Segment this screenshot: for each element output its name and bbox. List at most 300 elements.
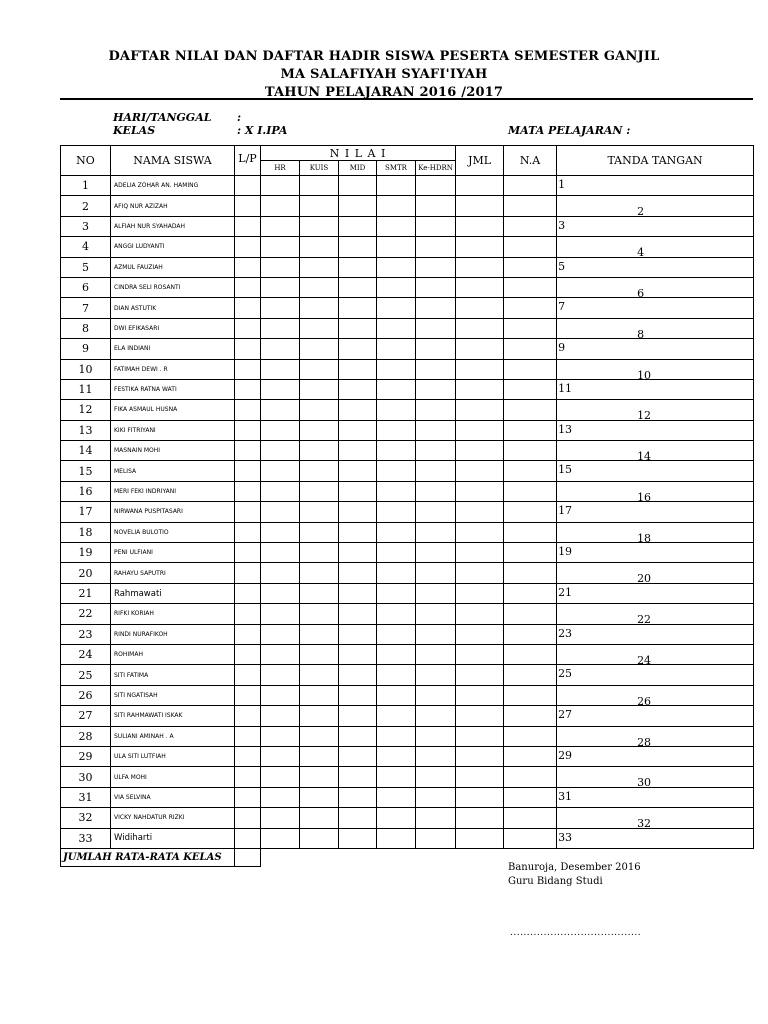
signature-number: 22 [637,613,652,627]
mid-cell [339,644,377,664]
signature-cell [557,237,754,260]
na-cell [504,502,557,522]
jml-cell [456,237,504,257]
table-row [61,339,754,359]
mid-cell [339,787,377,807]
kehdrn-cell [416,359,456,379]
header-na: N.A [504,146,557,176]
mid-cell [339,359,377,379]
smtr-cell [377,706,416,726]
mid-cell [339,726,377,746]
hr-cell [261,502,300,522]
kuis-cell [300,237,339,257]
kuis-cell [300,624,339,644]
mid-cell [339,685,377,705]
table-row [61,767,754,787]
student-name: KIKI FITRIYANI [111,420,235,440]
mid-cell [339,461,377,481]
lp-cell [235,665,261,685]
student-name: AFIQ NUR AZIZAH [111,196,235,216]
mid-cell [339,196,377,216]
signature-cell [557,318,754,341]
table-row [61,787,754,807]
table-row [61,522,754,542]
lp-cell [235,237,261,257]
signature-cell [557,257,754,277]
jml-cell [456,359,504,379]
kehdrn-cell [416,257,456,277]
student-name: RIFKI KORIAH [111,604,235,624]
lp-cell [235,216,261,236]
na-cell [504,787,557,807]
kehdrn-cell [416,176,456,196]
student-name: SITI FATIMA [111,665,235,685]
lp-cell [235,298,261,318]
jumlah-label: JUMLAH RATA-RATA KELAS [61,848,235,866]
signature-number: 6 [637,286,645,300]
jml-cell [456,604,504,624]
kuis-cell [300,767,339,787]
smtr-cell [377,665,416,685]
hr-cell [261,420,300,440]
kuis-cell [300,196,339,216]
table-row [61,257,754,277]
signature-number: 2 [637,205,645,219]
signature-cell [557,787,754,807]
signature-number: 21 [558,585,573,599]
hr-cell [261,685,300,705]
row-number: 18 [61,522,111,542]
header-nilai: N I L A I [261,146,456,161]
header-smtr: SMTR [377,161,416,176]
hr-cell [261,196,300,216]
na-cell [504,298,557,318]
hr-cell [261,522,300,542]
row-number: 8 [61,318,111,338]
kuis-cell [300,216,339,236]
lp-cell [235,176,261,196]
lp-cell [235,604,261,624]
smtr-cell [377,441,416,461]
kehdrn-cell [416,216,456,236]
kuis-cell [300,502,339,522]
jml-cell [456,420,504,440]
student-name: RAHAYU SAPUTRI [111,563,235,583]
lp-cell [235,196,261,216]
smtr-cell [377,318,416,338]
lp-cell [235,767,261,787]
kehdrn-cell [416,481,456,501]
signature-number: 28 [637,735,652,749]
signature-cell [557,298,754,318]
jml-cell [456,298,504,318]
jml-cell [456,726,504,746]
table-row [61,706,754,726]
kuis-cell [300,339,339,359]
kuis-cell [300,583,339,603]
smtr-cell [377,685,416,705]
smtr-cell [377,379,416,399]
header-kuis: KUIS [300,161,339,176]
kuis-cell [300,828,339,848]
hr-cell [261,767,300,787]
hr-cell [261,726,300,746]
signature-number: 17 [558,504,573,518]
lp-cell [235,318,261,338]
smtr-cell [377,604,416,624]
table-row [61,379,754,399]
signature-number: 10 [637,368,652,382]
row-number: 24 [61,644,111,664]
kuis-cell [300,298,339,318]
jml-cell [456,746,504,766]
table-row [61,828,754,848]
kuis-cell [300,665,339,685]
smtr-cell [377,196,416,216]
lp-cell [235,583,261,603]
kuis-cell [300,481,339,501]
signature-number: 3 [558,218,566,232]
mid-cell [339,379,377,399]
signature-number: 31 [558,789,573,803]
student-name: ROHIMAH [111,644,235,664]
row-number: 10 [61,359,111,379]
row-number: 23 [61,624,111,644]
title-underline [60,98,753,100]
kuis-cell [300,379,339,399]
signature-cell [557,359,754,382]
kuis-cell [300,522,339,542]
hr-cell [261,237,300,257]
na-cell [504,400,557,420]
na-cell [504,706,557,726]
header-jml: JML [456,146,504,176]
table-row [61,359,754,379]
lp-cell [235,420,261,440]
header-tanda: TANDA TANGAN [557,146,754,176]
row-number: 19 [61,543,111,563]
signature-cell [557,400,754,423]
row-number: 12 [61,400,111,420]
signature-cell [557,543,754,563]
kehdrn-cell [416,746,456,766]
title-line-3: TAHUN PELAJARAN 2016 /2017 [264,85,504,100]
smtr-cell [377,787,416,807]
na-cell [504,563,557,583]
row-number: 7 [61,298,111,318]
signature-cell [557,685,754,708]
kuis-cell [300,400,339,420]
kehdrn-cell [416,339,456,359]
signature-cell [557,176,754,196]
kuis-cell [300,441,339,461]
student-name: Rahmawati [111,583,235,603]
student-name: SITI NGATISAH [111,685,235,705]
kehdrn-cell [416,237,456,257]
student-name: ULFA MOHI [111,767,235,787]
student-name: NOVELIA BULOTIO [111,522,235,542]
jml-cell [456,624,504,644]
mid-cell [339,665,377,685]
document-title [0,48,768,102]
mid-cell [339,828,377,848]
mid-cell [339,583,377,603]
row-number: 28 [61,726,111,746]
hr-cell [261,665,300,685]
mid-cell [339,257,377,277]
signature-number: 18 [637,531,652,545]
student-name: FESTIKA RATNA WATI [111,379,235,399]
student-rows [61,176,754,849]
row-number: 14 [61,441,111,461]
row-number: 29 [61,746,111,766]
signature-cell [557,481,754,504]
na-cell [504,767,557,787]
signature-number: 7 [558,300,566,314]
row-number: 16 [61,481,111,501]
header-mid: MID [339,161,377,176]
student-name: ANGGI LUDYANTI [111,237,235,257]
mid-cell [339,624,377,644]
mid-cell [339,706,377,726]
row-number: 25 [61,665,111,685]
signature-number: 14 [637,450,652,464]
student-name: SITI RAHMAWATI ISKAK [111,706,235,726]
kuis-cell [300,176,339,196]
kehdrn-cell [416,522,456,542]
na-cell [504,726,557,746]
na-cell [504,746,557,766]
signature-number: 26 [637,694,652,708]
jml-cell [456,828,504,848]
kehdrn-cell [416,685,456,705]
na-cell [504,359,557,379]
lp-cell [235,726,261,746]
mid-cell [339,400,377,420]
kehdrn-cell [416,665,456,685]
na-cell [504,379,557,399]
row-number: 21 [61,583,111,603]
kuis-cell [300,277,339,297]
smtr-cell [377,522,416,542]
kehdrn-cell [416,624,456,644]
header-kehdrn: Ke-HDRN [416,161,456,176]
na-cell [504,420,557,440]
kehdrn-cell [416,583,456,603]
hr-cell [261,481,300,501]
kehdrn-cell [416,277,456,297]
student-name: ULA SITI LUTFIAH [111,746,235,766]
row-number: 17 [61,502,111,522]
table-row [61,237,754,257]
hr-cell [261,339,300,359]
hr-cell [261,644,300,664]
mid-cell [339,604,377,624]
table-row [61,216,754,236]
na-cell [504,685,557,705]
lp-cell [235,808,261,828]
jml-cell [456,318,504,338]
signature-cell [557,502,754,522]
table-row [61,685,754,705]
signature-number: 25 [558,667,573,681]
table-row [61,644,754,664]
mid-cell [339,563,377,583]
hr-cell [261,604,300,624]
hr-cell [261,787,300,807]
kehdrn-cell [416,400,456,420]
row-number: 13 [61,420,111,440]
lp-cell [235,706,261,726]
na-cell [504,216,557,236]
mid-cell [339,502,377,522]
signature-cell [557,706,754,726]
lp-cell [235,502,261,522]
header-nama: NAMA SISWA [111,146,235,176]
hr-cell [261,706,300,726]
table-row [61,277,754,297]
mid-cell [339,767,377,787]
table-row [61,563,754,583]
kelas-label: KELAS [113,124,156,137]
na-cell [504,543,557,563]
hr-cell [261,318,300,338]
na-cell [504,318,557,338]
hr-cell [261,400,300,420]
footer-cell [235,848,261,866]
jml-cell [456,706,504,726]
signature-number: 24 [637,653,652,667]
row-number: 6 [61,277,111,297]
lp-cell [235,257,261,277]
title-line-1: DAFTAR NILAI DAN DAFTAR HADIR SISWA PESERTA SEMESTER GANJIL [108,49,660,64]
hr-cell [261,359,300,379]
lp-cell [235,481,261,501]
signature-cell [557,644,754,667]
kehdrn-cell [416,808,456,828]
na-cell [504,583,557,603]
na-cell [504,808,557,828]
lp-cell [235,400,261,420]
na-cell [504,237,557,257]
signature-number: 33 [558,830,573,844]
jml-cell [456,543,504,563]
table-row [61,604,754,624]
kehdrn-cell [416,644,456,664]
kuis-cell [300,787,339,807]
student-name: DWI EFIKASARI [111,318,235,338]
signature-number: 23 [558,626,573,640]
smtr-cell [377,298,416,318]
kehdrn-cell [416,420,456,440]
student-name: DIAN ASTUTIK [111,298,235,318]
signature-cell [557,583,754,603]
signature-cell [557,277,754,300]
row-number: 27 [61,706,111,726]
kehdrn-cell [416,767,456,787]
guru-label: Guru Bidang Studi [508,876,603,887]
smtr-cell [377,624,416,644]
signature-cell [557,441,754,464]
table-row [61,665,754,685]
table-row [61,461,754,481]
kehdrn-cell [416,379,456,399]
kuis-cell [300,563,339,583]
kuis-cell [300,318,339,338]
jml-cell [456,685,504,705]
smtr-cell [377,277,416,297]
hr-cell [261,441,300,461]
smtr-cell [377,726,416,746]
row-number: 20 [61,563,111,583]
na-cell [504,624,557,644]
kelas-value: : X I.IPA [237,124,288,137]
na-cell [504,176,557,196]
smtr-cell [377,461,416,481]
header-hr: HR [261,161,300,176]
student-name: NIRWANA PUSPITASARI [111,502,235,522]
mid-cell [339,420,377,440]
kuis-cell [300,726,339,746]
signature-number: 13 [558,422,573,436]
table-row [61,176,754,196]
signature-number: 19 [558,545,573,559]
row-number: 26 [61,685,111,705]
na-cell [504,481,557,501]
signature-cell [557,196,754,219]
lp-cell [235,828,261,848]
table-row [61,583,754,603]
student-name: VIA SELVINA [111,787,235,807]
table-row [61,196,754,216]
signature-cell [557,828,754,848]
student-name: MASNAIN MOHI [111,441,235,461]
signature-cell [557,461,754,481]
mid-cell [339,522,377,542]
na-cell [504,196,557,216]
hr-cell [261,277,300,297]
row-number: 30 [61,767,111,787]
jml-cell [456,379,504,399]
row-number: 9 [61,339,111,359]
signature-cell [557,726,754,749]
footer-row [61,848,754,866]
hr-cell [261,746,300,766]
jml-cell [456,808,504,828]
student-name: PENI ULFIANI [111,543,235,563]
mid-cell [339,808,377,828]
kehdrn-cell [416,196,456,216]
jml-cell [456,441,504,461]
signature-number: 30 [637,776,652,790]
lp-cell [235,644,261,664]
student-name: FIKA ASMAUL HUSNA [111,400,235,420]
smtr-cell [377,746,416,766]
table-row [61,726,754,746]
student-name: FATIMAH DEWI . R [111,359,235,379]
signature-number: 27 [558,708,573,722]
hr-cell [261,563,300,583]
hr-cell [261,176,300,196]
lp-cell [235,563,261,583]
kuis-cell [300,808,339,828]
signature-cell [557,767,754,790]
signature-number: 4 [637,246,645,260]
row-number: 22 [61,604,111,624]
hari-colon: : [237,111,242,124]
row-number: 4 [61,237,111,257]
kehdrn-cell [416,318,456,338]
